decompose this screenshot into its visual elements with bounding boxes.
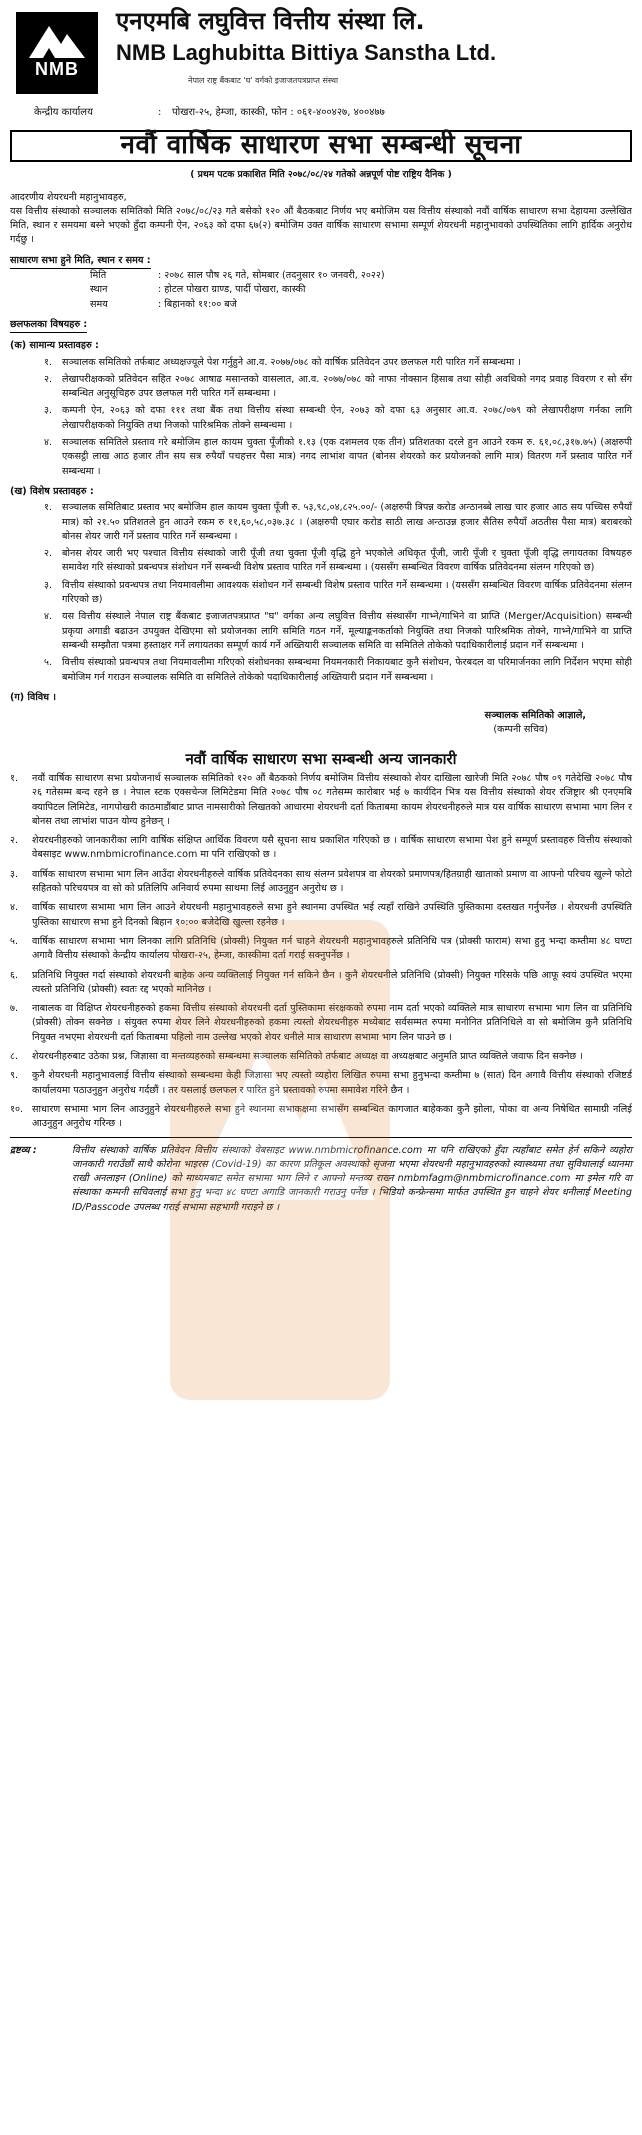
list-item: २. शेयरधनीहरुको जानकारीका लागि वार्षिक संक्षिप्त आर्थिक विवरण यसै सूचना साथ प्रकाशित गरिएको छ । वार्षिक साधारण सभामा पेश हुने सम्पूर्ण प्रस्तावहरु वित्तीय संस्थाको वेबसाइट www.nmbmicrofinance.com मा पनि राखिएको छ । bbox=[10, 835, 632, 861]
list-item: ३. वित्तीय संस्थाको प्रवन्धपत्र तथा नियमावलीमा आवश्यक संशोधन गर्ने सम्बन्धी विशेष प्रस्ताव पारित गर्ने सम्बन्धमा । (यससँग सम्बन्धित विवरण वार्षिक प्रतिवेदनमा संलग्न गरिएको छ) bbox=[43, 579, 632, 606]
signature-line: सञ्चालक समितिको आज्ञाले, bbox=[484, 710, 586, 722]
general-proposals-list bbox=[10, 356, 632, 479]
intro-paragraph: यस वित्तीय संस्थाको सञ्चालक समितिको मिति २०७८/०८/२३ गते बसेको १२० औं बैठकबाट निर्णय भए बमोजिम यस वित्तीय संस्थाको नवौं वार्षिक साधारण सभा देहायमा उल्लेखित मिति, स्थान र समयमा बस्ने भएको हुँदा कम्पनी ऐन, २०६३ को दफा ६७(२) बमोजिम उक्त वार्षिक साधारण सभामा सम्पूर्ण शेयरधनी महानुभावको उपस्थितिका लागि हार्दिक अनुरोध गर्दछु । bbox=[10, 205, 632, 246]
footnote-label: द्रष्टव्य : bbox=[10, 1144, 37, 1156]
company-tagline: नेपाल राष्ट्र बैंकबाट 'घ' वर्गको इजाजतपत्रप्राप्त संस्था bbox=[188, 76, 339, 85]
signature-title: (कम्पनी सचिव) bbox=[493, 724, 548, 736]
general-proposals-heading: (क) सामान्य प्रस्तावहरु : bbox=[10, 340, 99, 352]
company-name-nepali: एनएमबि लघुवित्त वित्तीय संस्था लि. bbox=[116, 7, 425, 35]
mountain-logo-icon bbox=[27, 20, 87, 60]
list-item: ३. वार्षिक साधारण सभामा भाग लिन आउँदा शेयरधनीहरुले वार्षिक प्रतिवेदनका साथ संलग्न प्रवेशपत्र वा शेयरको प्रमाणपत्र/हितग्राही खाताको प्रमाण वा आफ्नो परिचय खुल्ने फोटो सहितको परिचयपत्र वा सो को प्रतिलिपि अनिवार्य रुपमा साथमा लिई आउनुहुन अनुरोध छ । bbox=[10, 868, 633, 895]
meeting-details bbox=[10, 269, 632, 312]
meeting-time-row: समय : बिहानको ११:०० बजे bbox=[90, 298, 237, 310]
list-item: १. सञ्चालक समितिबाट प्रस्ताव भए बमोजिम हाल कायम चुक्ता पूँजी रु. ५३,९८,०४,८२५.००/- (अक्षरुपी त्रिपन्न करोड अन्ठानब्बे लाख चार हजार आठ सय पच्चिस रुपैयाँ मात्र) को २१.५० प्रतिशतले हुन आउने रकम रु ११,६०,५८,०३७.३८ । (अक्षरुपी एघार करोड साठी लाख अन्ठाउन्न हजार सैतिस रुपैयाँ अठतीस पैसा मात्र) बराबरको बोनस शेयर जारी गर्ने प्रस्ताव पारित गर्ने सम्बन्धमा । bbox=[43, 502, 632, 542]
list-item: ६. प्रतिनिधि नियुक्त गर्दा संस्थाको शेयरधनी बाहेक अन्य व्यक्तिलाई नियुक्त गर्न सकिने छैन । कुनै शेयरधनीले प्रतिनिधि (प्रोक्सी) नियुक्त गरिसके पछि आफू स्वयं उपस्थित भएमा त्यस्तो प्रतिनिधि (प्रोक्सी) स्वतः रद्द भएको मानिनेछ । bbox=[10, 969, 632, 995]
list-item: ८. शेयरधनीहरुबाट उठेका प्रश्न, जिज्ञासा वा मन्तव्यहरुको सम्बन्धमा सञ्चालक समितिको तर्फबाट अध्यक्ष वा अध्यक्षबाट अनुमति प्राप्त व्यक्तिले जवाफ दिन सक्नेछ । bbox=[10, 1051, 583, 1063]
list-item: १०. साधारण सभामा भाग लिन आउनुहुने शेयरधनीहरुले सभा हुने स्थानमा सभाकक्षमा सभासँग सम्बन्धित कागजात बाहेकका कुनै झोला, पोका वा अन्य निषेधित सामाग्री नलिई आउनुहुन अनुरोध गरिन्छ । bbox=[10, 1103, 632, 1130]
other-info-list bbox=[10, 772, 632, 1132]
agenda-heading: छलफलका विषयहरु : bbox=[10, 318, 87, 333]
list-item: २. लेखापरीक्षकको प्रतिवेदन सहित २०७८ आषाढ मसान्तको वासलात, आ.व. २०७७/०७८ को नाफा नोक्सान हिसाब तथा सोही अवधिको नगद प्रवाह विवरण र सो सँग सम्बन्धित अनुसूचिहरु उपर छलफल गरी पारित गर्ने सम्बन्धमा । bbox=[43, 373, 632, 400]
list-item: ३. कम्पनी ऐन, २०६३ को दफा १११ तथा बैंक तथा वित्तीय संस्था सम्बन्धी ऐन, २०७३ को दफा ६३ अनुसार आ.व. २०७८/०७९ को लेखापरीक्षण गर्नका लागि लेखापरीक्षकको नियुक्ति तथा निजको पारिश्रमिक तोक्ने सम्बन्धमा । bbox=[43, 405, 632, 431]
list-item: १. सञ्चालक समितिको तर्फबाट अध्यक्षज्यूले पेश गर्नुहुने आ.व. २०७७/०७८ को वार्षिक प्रतिवेदन उपर छलफल गरी पारित गर्ने सम्बन्धमा । bbox=[43, 356, 521, 368]
office-info: केन्द्रीय कार्यालय : पोखरा-२५, हेम्जा, कास्की, फोन : ०६१-४००४२७, ४००४७७ bbox=[10, 104, 632, 122]
list-item: ५. वार्षिक साधारण सभामा भाग लिनका लागि प्रतिनिधि (प्रोक्सी) नियुक्त गर्न चाहने शेयरधनी महानुभावहरुले प्रतिनिधि पत्र (प्रोक्सी फाराम) सभा हुनु भन्दा कम्तीमा ४८ घण्टा अगावै वित्तीय संस्थाको केन्द्रीय कार्यालय पोखरा-२५, हेम्जा, कास्कीमा दर्ता गराई सक्नुपर्नेछ । bbox=[10, 935, 632, 962]
meeting-venue-row: स्थान : होटल पोखरा ग्राण्ड, पार्दी पोखरा, कास्की bbox=[90, 284, 306, 296]
list-item: ४. वार्षिक साधारण सभामा भाग लिन आउने शेयरधनी महानुभावहरुले सभा हुने स्थानमा उपस्थित भई त्यहाँ राखिने उपस्थिति पुस्तिकामा दस्तखत गर्नुपर्नेछ । शेयरधनी उपस्थिति पुस्तिका साधारण सभा हुने दिनको बिहान १०:०० बजेदेखि खुल्ला रहनेछ । bbox=[10, 902, 632, 928]
list-item: ४. यस वित्तीय संस्थाले नेपाल राष्ट्र बैंकबाट इजाजतपत्रप्राप्त "घ" वर्गका अन्य लघुवित्त वित्तीय संस्थासँग गाभ्ने/गाभिने वा प्राप्ति (Merger/Acquisition) सम्बन्धी प्रकृया अगाडी बढाउन उपयुक्त देखिएमा सो प्रयोजनका लागि समिति गठन गर्ने, मूल्याङ्कनकर्ताको नियुक्ति तथा निजको पारिश्रमिक तोक्ने, गाभ्ने/गाभिने वा प्राप्ति सम्बन्धी सम्झौता पत्रमा हस्ताक्षर गर्ने लगायतका सम्पूर्ण कार्य गर्ने अख्तियारी सञ्चालक समिति वा समितिले तोकेको पदाधिकारीलाई प्रदान गर्ने सम्बन्धमा । bbox=[43, 611, 632, 651]
company-logo bbox=[16, 12, 98, 94]
company-name-english: NMB Laghubitta Bittiya Sanstha Ltd. bbox=[116, 40, 497, 65]
office-address: पोखरा-२५, हेम्जा, कास्की, फोन : ०६१-४००४२७, ४००४७७ bbox=[172, 107, 385, 118]
publication-note: ( प्रथम पटक प्रकाशित मिति २०७८/०८/२४ गतेको अन्नपूर्ण पोष्ट राष्ट्रिय दैनिक ) bbox=[190, 169, 452, 181]
footnote-text: वित्तीय संस्थाको वार्षिक प्रतिवेदन वित्तीय संस्थाको वेबसाइट www.nmbmicrofinance.com मा पनि राखिएको हुँदा त्यहाँबाट समेत हेर्न सकिने व्यहोरा जानकारी गराउँछौं साथै कोरोना भाइरस (Covid-19) का कारण प्रतिकूल अवस्थाको सृजना भएमा शेयरधनी महानुभावहरुको स्वास्थ्यमा तथा सुविधालाई ध्यानमा राखी अनलाइन (Online) को माध्यमबाट समेत सभामा भाग लिने र आफ्नो मन्तव्य राख्न nmbmfagm@nmbmicrofinance.com मा इमेल गरि वा संस्थाका कम्पनी सचिवलाई सभा हुनु भन्दा ४८ घण्टा अगाडि जानकारी गराउनु पर्नेछ । भिडियो कन्फ्रेन्समा मार्फत उपस्थित हुन चाहने शेयर धनीलाई Meeting ID/Passcode उपलब्ध गराई सभामा सहभागी गराइने छ । bbox=[72, 1144, 632, 1213]
page-title: नवौं वार्षिक साधारण सभा सम्बन्धी सूचना bbox=[10, 130, 632, 162]
meeting-heading: साधारण सभा हुने मिति, स्थान र समय : bbox=[10, 254, 151, 269]
header bbox=[10, 8, 632, 98]
list-item: २. बोनस शेयर जारी भए पश्चात वित्तीय संस्थाको जारी पूँजी तथा चुक्ता पूँजी वृद्धि हुने भएकोले अधिकृत पूँजी, जारी पूँजी र चुक्ता पूँजी वृद्धि लगायतका विषयहरु समावेश गरि संस्थाको प्रबन्धपत्र संशोधन गर्ने सम्बन्धी विशेष प्रस्ताव पारित गर्ने सम्बन्धमा । (यससँग सम्बन्धित विवरण वार्षिक प्रतिवेदनमा संलग्न गरिएको छ) bbox=[43, 548, 632, 574]
logo-text: NMB bbox=[35, 59, 79, 79]
list-item: ४. सञ्चालक समितिले प्रस्ताव गरे बमोजिम हाल कायम चुक्ता पूँजीको १.१३ (एक दशमलव एक तीन) प्रतिशतका दरले हुन आउने रकम रु. ६१,०८,३१७.७५) (अक्षरुपी एकसट्ठी लाख आठ हजार तीन सय सत्र रुपैयाँ पचहत्तर पैसा मात्र) नगद लाभांश वापत (बोनस शेयरको कर प्रयोजनको लागि मात्र) वितरण गर्ने प्रस्ताव पारित गर्ने सम्बन्धमा । bbox=[43, 437, 632, 477]
meeting-date-row: मिति : २०७८ साल पौष २६ गते, सोमबार (तदनुसार १० जनवरी, २०२२) bbox=[90, 270, 385, 282]
list-item: ५. वित्तीय संस्थाको प्रवन्धपत्र तथा नियमावलीमा गरिएको संशोधनका सम्बन्धमा नियमनकारी निकायबाट कुनै संशोधन, फेरबदल वा परिमार्जनका लागि निर्देशन भएमा सोही बमोजिम गर्न गराउन सञ्चालक समिति वा समितिले तोकेको पदाधिकारीलाई अख्तियारी प्रदान गर्ने सम्बन्धमा । bbox=[43, 657, 632, 683]
list-item: ९. कुनै शेयरधनी महानुभावलाई वित्तीय संस्थाको सम्बन्धमा केही जिज्ञासा भए त्यस्तो व्यहोरा लिखित रुपमा सभा हुनुभन्दा कम्तीमा ७ (सात) दिन अगावै वित्तीय संस्थाको रजिष्टर्ड कार्यालयमा पठाउनुहुन अनुरोध गर्दछौं । तर यसलाई छलफल र पारित हुने प्रस्तावको रुपमा समावेश गरिने छैन । bbox=[10, 1070, 632, 1096]
list-item: ७. नाबालक वा विक्षिप्त शेयरधनीहरुको हकमा वित्तीय संस्थाको शेयरधनी दर्ता पुस्तिकामा संरक्षकको रुपमा नाम दर्ता भएको व्यक्तिले मात्र साधारण सभामा भाग लिन वा प्रतिनिधि (प्रोक्सी) तोक्न सक्नेछ । संयुक्त रुपमा शेयर लिने शेयरधनीहरुको हकमा त्यस्तो शेयरधनीहरु मध्येबाट सर्वसम्मत रुपमा मनोनित प्रतिनिधिले वा सो बमोजिम कुनै प्रतिनिधि नियुक्त नभएमा शेयरधनी दर्ता किताबमा पहिलो नाम उल्लेख भएको शेयर धनीले मात्र साधारण सभामा भाग लिन पाउने छ । bbox=[10, 1003, 632, 1043]
list-item: १. नवौं वार्षिक साधारण सभा प्रयोजनार्थ सञ्चालक समितिको १२० औं बैठकको निर्णय बमोजिम वित्तीय संस्थाको शेयर दाखिला खारेजी मिति २०७८ पौष ०९ गतेदेखि २०७८ पौष २६ गतेसम्म बन्द रहने छ । नेपाल स्टक एक्सचेन्ज लिमिटेडमा मिति २०७८ पौष ०८ गतेसम्म कारोबार भई ७ कार्यदिन भित्र यस वित्तीय संस्थाको शेयर रजिष्ट्रार श्री एनएमबि क्यापिटल लिमिटेड, नागपोखरी काठमाडौंबाट प्राप्त नामसारीको लिखतको आधारमा शेयरधनी दर्ता किताबमा कायम शेयरधनीहरुले मात्र यस वार्षिक साधारण सभामा भाग लिन र बोनस तथा लाभांश पाउन योग्य हुनेछन् । bbox=[10, 772, 632, 827]
office-label: केन्द्रीय कार्यालय bbox=[34, 107, 93, 118]
other-info-heading: नवौं वार्षिक साधारण सभा सम्बन्धी अन्य जानकारी bbox=[185, 749, 457, 768]
misc-heading: (ग) विविध । bbox=[10, 691, 57, 703]
salutation: आदरणीय शेयरधनी महानुभावहरु, bbox=[10, 191, 127, 203]
special-proposals-list bbox=[10, 501, 632, 685]
footnote bbox=[10, 1137, 632, 1215]
special-proposals-heading: (ख) विशेष प्रस्तावहरु : bbox=[10, 485, 94, 497]
